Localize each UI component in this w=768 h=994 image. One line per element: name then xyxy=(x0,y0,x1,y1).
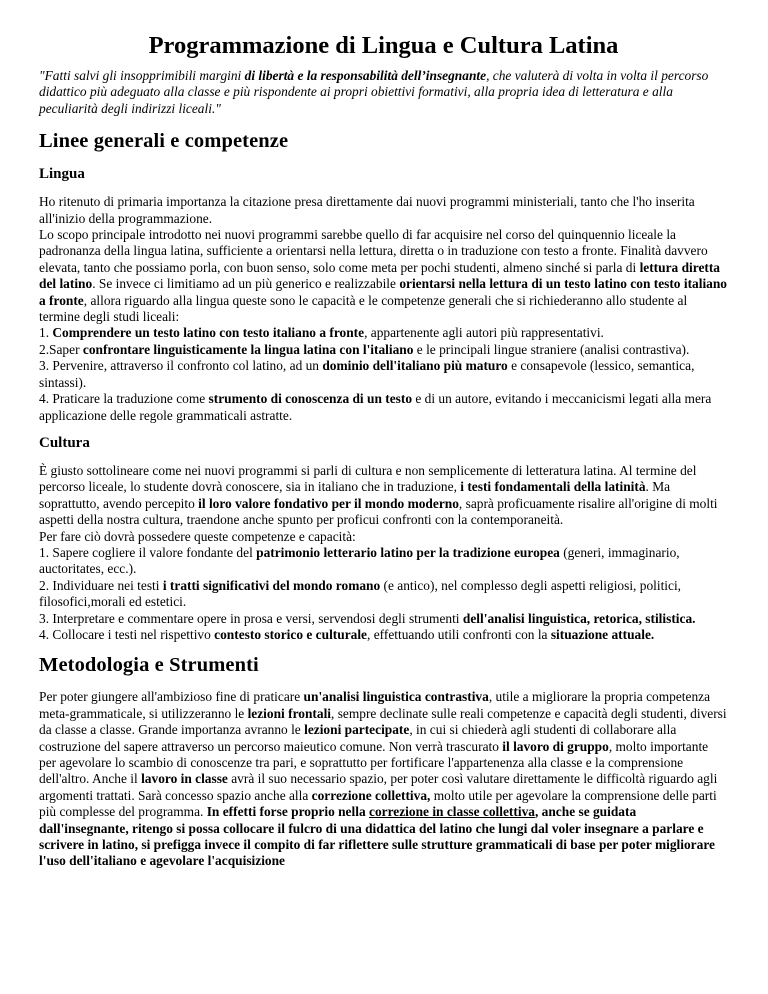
list-item xyxy=(39,325,604,340)
text: , molto importante per agevolare lo scambio di conoscenze tra pari, e soprattutto per fortificare l'appartenenza alla classe e la comprensione dell'altro. Anche il xyxy=(39,738,709,787)
text: avrà il suo necessario spazio, per poter così valutare direttamente le difficoltà riguardo agli argomenti trattati. Sarà concesso spazio anche alla xyxy=(39,771,718,803)
bold-text: lavoro in classe xyxy=(141,771,228,787)
text: 4. Collocare i testi nel rispettivo xyxy=(39,626,215,642)
text: 1. xyxy=(39,325,53,341)
list-item xyxy=(39,358,694,389)
section-heading-metodologia: Metodologia e Strumenti xyxy=(39,654,259,677)
quote-text: "Fatti salvi gli insopprimibili margini xyxy=(39,68,245,83)
section-heading-linee-generali: Linee generali e competenze xyxy=(39,130,289,153)
list-item xyxy=(39,342,689,357)
text: È giusto sottolineare come nei nuovi programmi si parli di cultura e non semplicemente di letteratura latina. Al termine del percorso liceale, lo studente dovrà conoscere, sia in italiano che in traduzione, xyxy=(39,462,697,495)
bold-text: un'analisi linguistica contrastiva xyxy=(303,689,489,705)
text: 4. Praticare la traduzione come xyxy=(39,391,209,407)
bold-text: il loro valore fondativo per il mondo moderno xyxy=(198,495,459,511)
bold-text: patrimonio letterario latino per la tradizione europea xyxy=(256,544,560,560)
document-title: Programmazione di Lingua e Cultura Latina xyxy=(148,32,619,59)
text: e di un autore, evitando i meccanicismi legati alla mera applicazione delle regole grammaticali astratte. xyxy=(39,391,712,423)
bold-text: lezioni partecipate xyxy=(304,722,410,738)
ministerial-quote xyxy=(39,68,728,117)
bold-text: , anche se guidata dall'insegnante, ritengo si possa collocare il fulcro di una didattica del latino che lungi dal voler insegnare a parlare e scrivere in latino, si prefigga invece il compito di far riflettere sulle strutture grammaticali di base per poter migliorare l'uso dell'italiano e agevolare l'acquisizione xyxy=(39,804,715,869)
bold-text: situazione attuale. xyxy=(550,626,655,642)
text: (e antico), nel complesso degli aspetti religiosi, politici, filosofici,morali ed estetici. xyxy=(39,577,682,610)
subsection-heading-lingua: Lingua xyxy=(39,166,85,183)
bold-text: dell'analisi linguistica, retorica, stilistica. xyxy=(462,610,696,626)
bold-text: strumento di conoscenza di un testo xyxy=(208,391,413,407)
bold-text: dominio dell'italiano più maturo xyxy=(322,358,508,374)
list-item xyxy=(39,578,681,609)
text: , saprà proficuamente risalire all'origine di molti aspetti della nostra cultura, traendone anche spunto per proficui confronti con la contemporaneità. xyxy=(39,495,718,528)
text: molto utile per agevolare la comprensione delle parti più complesse del programma. xyxy=(39,787,717,820)
text: e le principali lingue straniere (analisi contrastiva). xyxy=(413,341,690,357)
metodologia-paragraph xyxy=(39,689,728,869)
text: e consapevole (lessico, semantica, sintassi). xyxy=(39,358,695,390)
underlined-bold-text: correzione in classe collettiva xyxy=(369,804,535,820)
text: Lo scopo principale introdotto nei nuovi programmi sarebbe quello di far acquisire nel corso del quinquennio liceale la padronanza della lingua latina, sufficiente a orientarsi nella lettura, diretta o in traduzione con testo a fronte. Finalità davvero elevata, tanto che possiamo porla, con buon senso, solo come meta per pochi studenti, almeno sinché si parla di xyxy=(39,227,708,275)
text: 3. Pervenire, attraverso il confronto col latino, ad un xyxy=(39,358,323,374)
text: 2.Saper xyxy=(39,341,83,357)
bold-text: i testi fondamentali della latinità xyxy=(460,479,646,495)
bold-text: Comprendere un testo latino con testo italiano a fronte xyxy=(52,325,365,341)
text: . Se invece ci limitiamo ad un più generico e realizzabile xyxy=(92,276,400,292)
bold-text: contesto storico e culturale xyxy=(214,626,368,642)
bold-text: lettura diretta del latino xyxy=(39,259,721,292)
text: Per poter giungere all'ambizioso fine di praticare xyxy=(39,689,304,705)
list-item xyxy=(39,611,695,626)
quote-bold-text: di libertà e la responsabilità dell’insegnante xyxy=(244,68,487,83)
text: , utile a migliorare la propria competenza meta-grammaticale, si utilizzeranno le xyxy=(39,689,711,721)
text: , sempre declinate sulle reali competenze e capacità degli studenti, diversi da classe a classe. Grande importanza avranno le xyxy=(39,705,727,738)
bold-text: correzione collettiva, xyxy=(311,787,431,803)
text: 3. Interpretare e commentare opere in prosa e versi, servendosi degli strumenti xyxy=(39,610,463,626)
bold-text: il lavoro di gruppo xyxy=(502,738,609,754)
text: (generi, immaginario, auctoritates, ecc.). xyxy=(39,544,680,577)
lingua-paragraph xyxy=(39,194,728,424)
bold-text: orientarsi nella lettura di un testo latino con testo italiano a fronte xyxy=(39,276,728,308)
text: , allora riguardo alla lingua queste sono le capacità e le competenze generali che si richiederanno allo studente al termine degli studi liceali: xyxy=(39,292,688,325)
text: 1. Sapere cogliere il valore fondante del xyxy=(39,544,257,560)
subsection-heading-cultura: Cultura xyxy=(39,434,90,451)
text: , appartenente agli autori più rappresentativi. xyxy=(364,325,604,341)
text: Per fare ciò dovrà possedere queste competenze e capacità: xyxy=(39,528,356,544)
text: . Ma soprattutto, avendo percepito xyxy=(39,479,671,511)
quote-text: , che valuterà di volta in volta il percorso didattico più adeguato alla classe e più rispondente ai propri obiettivi formativi, alla propria idea di letteratura e alla peculiarità degli indirizzi liceali." xyxy=(39,68,709,116)
text: Ho ritenuto di primaria importanza la citazione presa direttamente dai nuovi programmi ministeriali, tanto che l'ho inserita all'inizio della programmazione. xyxy=(39,194,695,226)
list-item xyxy=(39,627,654,642)
text: , in cui si chiederà agli studenti di collaborare alla costruzione del sapere attraverso un percorso maieutico comune. Non verrà trascurato xyxy=(39,722,677,754)
bold-text: confrontare linguisticamente la lingua latina con l'italiano xyxy=(82,341,414,357)
bold-text: In effetti forse proprio nella xyxy=(206,804,369,820)
bold-text: lezioni frontali xyxy=(247,705,332,721)
cultura-paragraph xyxy=(39,463,728,643)
text: 2. Individuare nei testi xyxy=(39,577,163,593)
list-item xyxy=(39,545,680,576)
text: , effettuando utili confronti con la xyxy=(367,626,551,642)
bold-text: i tratti significativi del mondo romano xyxy=(162,577,381,593)
list-item xyxy=(39,391,711,422)
